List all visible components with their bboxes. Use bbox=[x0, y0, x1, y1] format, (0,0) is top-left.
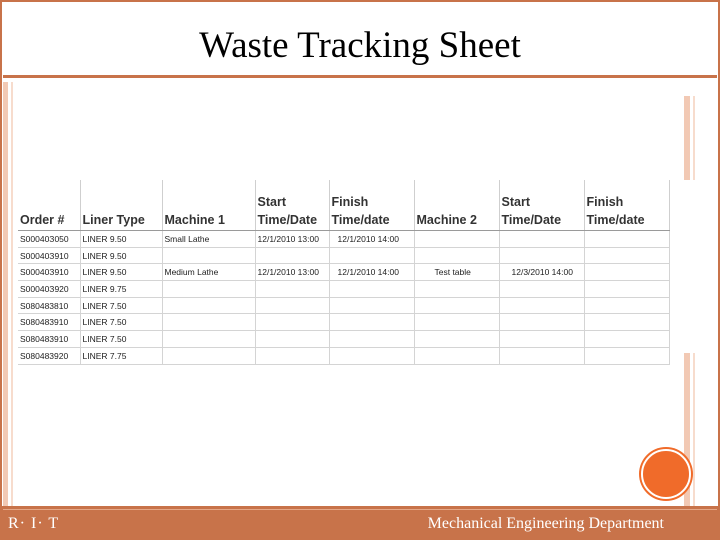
table-cell bbox=[414, 331, 499, 348]
table-cell: Medium Lathe bbox=[162, 264, 255, 281]
table-cell bbox=[414, 281, 499, 298]
table-cell: 12/1/2010 13:00 bbox=[255, 231, 329, 248]
table-cell bbox=[414, 247, 499, 264]
table-cell bbox=[255, 314, 329, 331]
table-cell: LINER 9.50 bbox=[80, 264, 162, 281]
table-cell: Test table bbox=[414, 264, 499, 281]
table-cell: LINER 9.50 bbox=[80, 247, 162, 264]
column-header-line1: Finish bbox=[586, 195, 624, 209]
footer-department: Mechanical Engineering Department bbox=[427, 515, 664, 532]
table-cell bbox=[255, 281, 329, 298]
table-cell bbox=[162, 331, 255, 348]
table-row bbox=[18, 331, 669, 348]
table-cell bbox=[162, 297, 255, 314]
table-cell: LINER 9.75 bbox=[80, 281, 162, 298]
table-cell bbox=[329, 314, 414, 331]
column-header-line2: Time/date bbox=[586, 213, 645, 227]
column-header-line2: Time/Date bbox=[257, 213, 318, 227]
table-cell bbox=[584, 331, 669, 348]
table-cell: S080483810 bbox=[18, 297, 80, 314]
table-cell bbox=[255, 247, 329, 264]
footer-logo-text: R· I· T bbox=[8, 515, 60, 532]
table-cell bbox=[162, 314, 255, 331]
column-header-line2: Order # bbox=[20, 213, 65, 227]
table-cell: 12/1/2010 14:00 bbox=[329, 264, 414, 281]
column-header-line2: Liner Type bbox=[82, 213, 145, 227]
table-cell bbox=[414, 314, 499, 331]
table-cell: LINER 7.50 bbox=[80, 331, 162, 348]
table-row bbox=[18, 314, 669, 331]
waste-tracking-table bbox=[18, 180, 670, 365]
spreadsheet-image bbox=[18, 180, 696, 361]
table-cell bbox=[584, 314, 669, 331]
table-cell bbox=[499, 331, 584, 348]
column-header-line1 bbox=[417, 193, 497, 211]
table-cell: LINER 7.75 bbox=[80, 347, 162, 364]
table-cell bbox=[162, 347, 255, 364]
left-decorative-stripe bbox=[3, 82, 8, 506]
table-cell bbox=[255, 331, 329, 348]
table-cell bbox=[255, 297, 329, 314]
column-header-line1: Finish bbox=[331, 195, 369, 209]
table-cell bbox=[414, 347, 499, 364]
table-cell bbox=[499, 231, 584, 248]
table-cell: Small Lathe bbox=[162, 231, 255, 248]
column-header-line2: Time/date bbox=[331, 213, 390, 227]
table-cell bbox=[499, 297, 584, 314]
decorative-circle bbox=[641, 449, 691, 499]
table-cell: S080483910 bbox=[18, 314, 80, 331]
table-cell: S080483910 bbox=[18, 331, 80, 348]
table-cell: 12/1/2010 14:00 bbox=[329, 231, 414, 248]
table-row bbox=[18, 264, 669, 281]
table-cell bbox=[255, 347, 329, 364]
table-cell bbox=[162, 247, 255, 264]
table-row bbox=[18, 281, 669, 298]
column-header bbox=[414, 180, 499, 231]
column-header bbox=[18, 180, 80, 231]
table-cell: LINER 9.50 bbox=[80, 231, 162, 248]
table-cell: LINER 7.50 bbox=[80, 314, 162, 331]
column-header bbox=[162, 180, 255, 231]
column-header-line2: Time/Date bbox=[501, 213, 562, 227]
table-cell: 12/3/2010 14:00 bbox=[499, 264, 584, 281]
column-header bbox=[329, 180, 414, 231]
table-cell: S00040З050 bbox=[18, 231, 80, 248]
slide-title: Waste Tracking Sheet bbox=[199, 25, 521, 66]
table-cell bbox=[499, 347, 584, 364]
table-row bbox=[18, 297, 669, 314]
column-header-line2: Machine 2 bbox=[416, 213, 477, 227]
table-cell: S080483920 bbox=[18, 347, 80, 364]
table-cell bbox=[584, 264, 669, 281]
column-header bbox=[584, 180, 669, 231]
table-cell bbox=[162, 281, 255, 298]
column-header-line1 bbox=[83, 193, 160, 211]
table-cell: LINER 7.50 bbox=[80, 297, 162, 314]
column-header bbox=[499, 180, 584, 231]
column-header-line1 bbox=[165, 193, 253, 211]
table-cell bbox=[329, 247, 414, 264]
table-row bbox=[18, 347, 669, 364]
table-cell bbox=[499, 247, 584, 264]
column-header bbox=[255, 180, 329, 231]
column-header bbox=[80, 180, 162, 231]
footer-bar bbox=[0, 506, 720, 540]
table-cell bbox=[329, 347, 414, 364]
table-cell bbox=[414, 297, 499, 314]
table-cell bbox=[584, 347, 669, 364]
table-row bbox=[18, 231, 669, 248]
table-cell bbox=[329, 331, 414, 348]
table-cell: S00040З920 bbox=[18, 281, 80, 298]
table-cell: S00040З910 bbox=[18, 264, 80, 281]
left-decorative-stripe-thin bbox=[11, 82, 13, 506]
table-cell bbox=[329, 281, 414, 298]
column-header-line1: Start bbox=[501, 195, 530, 209]
table-cell bbox=[584, 297, 669, 314]
table-cell: S00040З910 bbox=[18, 247, 80, 264]
table-cell bbox=[414, 231, 499, 248]
table-row bbox=[18, 247, 669, 264]
table-cell bbox=[584, 247, 669, 264]
table-cell bbox=[499, 314, 584, 331]
column-header-line1 bbox=[20, 193, 78, 211]
table-cell bbox=[499, 281, 584, 298]
header-row bbox=[18, 180, 669, 231]
table-cell bbox=[584, 231, 669, 248]
table-cell bbox=[584, 281, 669, 298]
column-header-line1: Start bbox=[257, 195, 286, 209]
column-header-line2: Machine 1 bbox=[164, 213, 225, 227]
table-cell: 12/1/2010 13:00 bbox=[255, 264, 329, 281]
table-cell bbox=[329, 297, 414, 314]
